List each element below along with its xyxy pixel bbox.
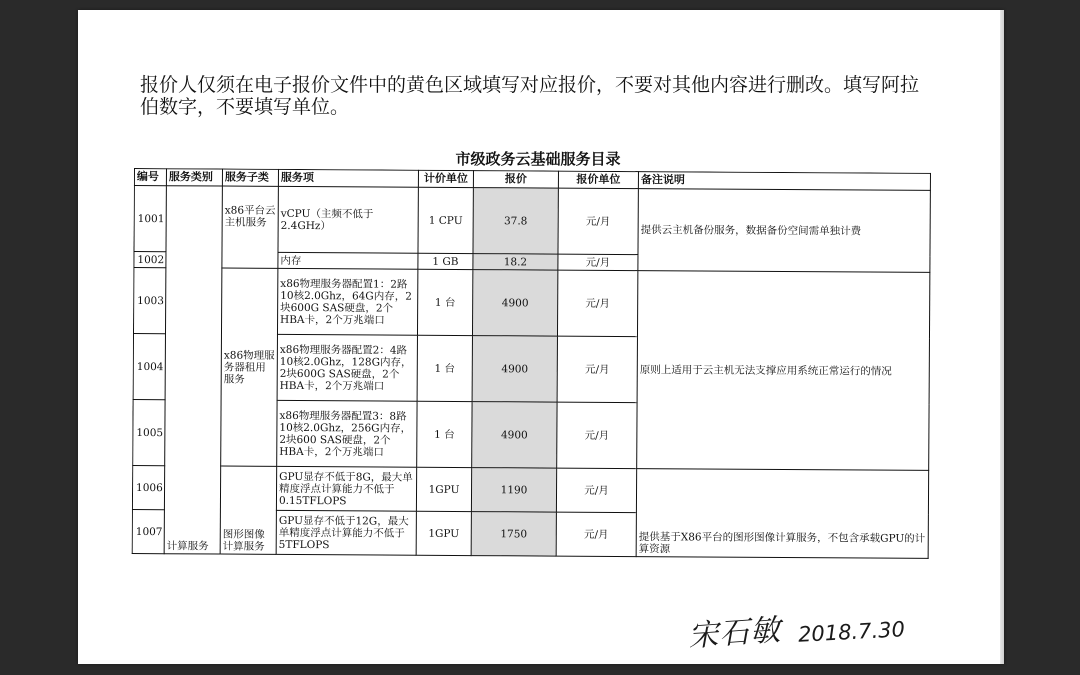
row-id: 1007 — [132, 509, 164, 553]
service-table-wrapper — [131, 168, 934, 585]
table-title: 市级政务云基础服务目录 — [455, 150, 621, 168]
subcategory-cell: x86物理服务器租用服务 — [221, 268, 278, 466]
row-id: 1005 — [133, 399, 165, 465]
row-unit: 1 CPU — [418, 187, 473, 253]
row-price: 1750 — [471, 512, 556, 557]
row-item: x86物理服务器配置2：4路10核2.0Ghz，128G内存，2块600G SAS硬盘，2个HBA卡，2个万兆端口 — [277, 334, 417, 401]
header-id: 编号 — [134, 169, 166, 186]
header-subcategory: 服务子类 — [222, 169, 278, 186]
row-item: 内存 — [278, 252, 418, 269]
header-price-unit: 报价单位 — [558, 171, 638, 188]
row-price: 1190 — [471, 468, 556, 513]
row-price-unit: 元/月 — [558, 188, 638, 254]
row-price-unit: 元/月 — [557, 336, 637, 402]
page-edge — [1000, 10, 1004, 664]
row-price: 4900 — [472, 270, 557, 337]
row-note: 原则上适用于云主机无法支撑应用系统正常运行的情况 — [637, 271, 930, 471]
handwritten-signature: 宋石敏 — [687, 612, 783, 655]
row-item: GPU显存不低于8G，最大单精度浮点计算能力不低于0.15TFLOPS — [276, 466, 416, 511]
header-price: 报价 — [473, 171, 558, 189]
row-price: 37.8 — [473, 188, 558, 255]
row-unit: 1 GB — [418, 253, 473, 269]
scanned-page — [78, 10, 1004, 664]
row-price: 18.2 — [473, 254, 558, 271]
header-item: 服务项 — [278, 169, 418, 187]
row-id: 1006 — [132, 465, 164, 509]
row-unit: 1GPU — [416, 467, 471, 511]
subcategory-cell: x86平台云主机服务 — [222, 186, 278, 268]
row-id: 1003 — [133, 268, 165, 334]
row-item: GPU显存不低于12G，最大单精度浮点计算能力不低于5TFLOPS — [276, 510, 416, 555]
row-unit: 1GPU — [416, 511, 471, 555]
instruction-text: 报价人仅须在电子报价文件中的黄色区域填写对应报价，不要对其他内容进行删改。填写阿拉伯数字，不要填写单位。 — [140, 74, 920, 118]
row-price-unit: 元/月 — [556, 468, 636, 512]
row-id: 1001 — [134, 186, 166, 252]
row-item: vCPU（主频不低于2.4GHz） — [278, 186, 418, 253]
table-row — [133, 268, 929, 339]
row-item: x86物理服务器配置1：2路10核2.0Ghz，64G内存，2块600G SAS硬盘，2个HBA卡，2个万兆端口 — [277, 268, 417, 335]
row-price: 4900 — [472, 336, 557, 403]
subcategory-cell: 图形图像计算服务 — [220, 466, 277, 554]
handwritten-date: 2018.7.30 — [797, 617, 906, 647]
service-category-cell: 计算服务 — [164, 186, 222, 554]
row-id: 1002 — [134, 252, 166, 268]
row-id: 1004 — [133, 333, 165, 399]
row-price-unit: 元/月 — [557, 402, 637, 468]
header-category: 服务类别 — [166, 169, 222, 186]
row-unit: 1 台 — [417, 335, 472, 401]
table-row — [132, 465, 928, 514]
row-price-unit: 元/月 — [556, 512, 636, 556]
row-item: x86物理服务器配置3：8路10核2.0Ghz，256G内存，2块600 SAS硬盘，2个HBA卡，2个万兆端口 — [277, 400, 417, 467]
table-row — [134, 186, 930, 257]
row-price: 4900 — [472, 402, 557, 469]
row-unit: 1 台 — [417, 401, 472, 467]
row-note: 提供基于X86平台的图形图像计算服务，不包含承载GPU的计算资源 — [636, 469, 929, 559]
row-note: 提供云主机备份服务，数据备份空间需单独计费 — [638, 189, 930, 273]
row-unit: 1 台 — [417, 269, 472, 335]
service-catalog-table — [132, 168, 931, 559]
header-notes: 备注说明 — [638, 172, 930, 191]
header-unit: 计价单位 — [418, 170, 473, 187]
row-price-unit: 元/月 — [558, 254, 638, 270]
row-price-unit: 元/月 — [557, 270, 637, 336]
